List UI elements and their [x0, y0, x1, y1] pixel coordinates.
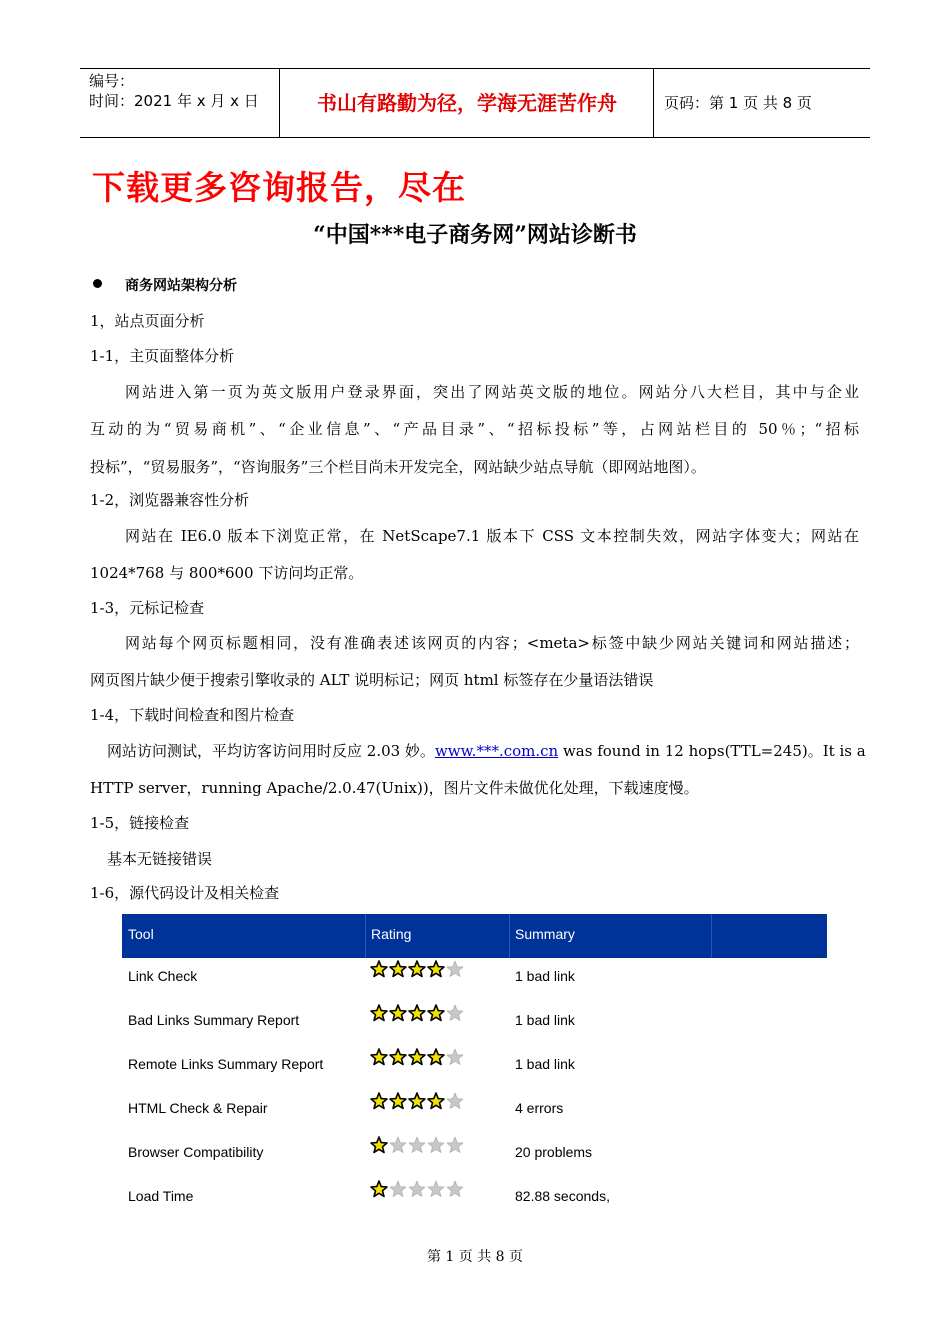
star-filled-icon: [389, 960, 407, 978]
star-filled-icon: [427, 960, 445, 978]
heading-browser-compat: 1-2，浏览器兼容性分析: [90, 491, 250, 509]
paragraph-2-line-2: 1024*768 与 800*600 下访问均正常。: [90, 564, 364, 582]
document-number-label: 编号：: [89, 72, 135, 90]
star-empty-icon: [446, 1092, 464, 1110]
star-filled-icon: [427, 1092, 445, 1110]
star-filled-icon: [370, 1180, 388, 1198]
paragraph-5: 基本无链接错误: [107, 850, 213, 868]
star-empty-icon: [446, 1004, 464, 1022]
document-date-label: 时间：2021 年 x 月 x 日: [89, 92, 259, 110]
table-header: [122, 914, 827, 958]
paragraph-4-text-b: was found in 12 hops(TTL=245)。It is a: [558, 742, 866, 760]
tool-summary: 82.88 seconds,: [515, 1188, 610, 1204]
heading-source-code: 1-6，源代码设计及相关检查: [90, 884, 280, 902]
star-rating: [370, 1180, 465, 1198]
tool-name: Browser Compatibility: [128, 1144, 264, 1160]
heading-link-check: 1-5，链接检查: [90, 814, 190, 832]
star-filled-icon: [408, 960, 426, 978]
header-page-number: 页码：第 1 页 共 8 页: [664, 94, 812, 112]
star-rating: [370, 1092, 465, 1110]
star-filled-icon: [370, 960, 388, 978]
tool-summary: 1 bad link: [515, 1056, 575, 1072]
download-banner: 下载更多咨询报告，尽在: [92, 168, 466, 207]
table-row: [122, 1002, 827, 1046]
tool-summary: 1 bad link: [515, 968, 575, 984]
paragraph-2-line-1: 网站在 IE6.0 版本下浏览正常，在 NetScape7.1 版本下 CSS 文本控制失效，网站字体变大；网站在: [125, 527, 859, 545]
star-empty-icon: [389, 1180, 407, 1198]
paragraph-4-line-1: [107, 741, 866, 761]
section-heading: 商务网站架构分析: [125, 278, 237, 294]
tool-name: Load Time: [128, 1188, 194, 1204]
heading-download-time: 1-4，下载时间检查和图片检查: [90, 706, 295, 724]
paragraph-4-text-a: 网站访问测试，平均访客访问用时反应 2.03 妙。: [107, 742, 435, 760]
header-motto: 书山有路勤为径，学海无涯苦作舟: [281, 69, 654, 137]
star-filled-icon: [370, 1092, 388, 1110]
tool-summary: 1 bad link: [515, 1012, 575, 1028]
star-empty-icon: [427, 1136, 445, 1154]
star-rating: [370, 1048, 465, 1066]
column-header-summary: Summary: [515, 926, 575, 942]
paragraph-3-line-2: 网页图片缺少便于搜索引擎收录的 ALT 说明标记；网页 html 标签存在少量语法错误: [90, 671, 654, 689]
table-row: [122, 1134, 827, 1178]
star-filled-icon: [389, 1048, 407, 1066]
star-empty-icon: [446, 1136, 464, 1154]
star-rating: [370, 960, 465, 978]
star-filled-icon: [370, 1048, 388, 1066]
paragraph-1-line-3: 投标”，“贸易服务”，“咨询服务”三个栏目尚未开发完全，网站缺少站点导航（即网站地图）。: [90, 458, 706, 476]
star-filled-icon: [427, 1004, 445, 1022]
bullet-icon: [93, 279, 102, 288]
results-table: [122, 914, 827, 1222]
star-rating: [370, 1136, 465, 1154]
page-footer: 第 1 页 共 8 页: [426, 1249, 524, 1265]
paragraph-3-line-1: 网站每个网页标题相同，没有准确表述该网页的内容；<meta>标签中缺少网站关键词和网站描述；: [125, 634, 859, 652]
page-header: [80, 68, 870, 138]
star-empty-icon: [427, 1180, 445, 1198]
table-body: [122, 958, 827, 1222]
star-empty-icon: [408, 1180, 426, 1198]
star-filled-icon: [408, 1004, 426, 1022]
document-title: “中国***电子商务网”网站诊断书: [313, 222, 637, 248]
table-row: [122, 958, 827, 1002]
star-empty-icon: [408, 1136, 426, 1154]
tool-name: Link Check: [128, 968, 198, 984]
table-row: [122, 1090, 827, 1134]
site-link[interactable]: www.***.com.cn: [434, 742, 559, 760]
star-empty-icon: [446, 1180, 464, 1198]
star-empty-icon: [446, 960, 464, 978]
heading-homepage-analysis: 1-1，主页面整体分析: [90, 347, 235, 365]
heading-site-page-analysis: 1，站点页面分析: [90, 312, 205, 330]
table-row: [122, 1046, 827, 1090]
star-filled-icon: [389, 1004, 407, 1022]
tool-summary: 4 errors: [515, 1100, 564, 1116]
star-filled-icon: [427, 1048, 445, 1066]
tool-name: Remote Links Summary Report: [128, 1056, 324, 1072]
header-info-cell: [80, 69, 280, 137]
column-header-tool: Tool: [128, 926, 154, 942]
paragraph-4-line-2: HTTP server，running Apache/2.0.47(Unix))，图片文件未做优化处理，下载速度慢。: [90, 779, 699, 797]
tool-name: Bad Links Summary Report: [128, 1012, 300, 1028]
star-empty-icon: [389, 1136, 407, 1154]
star-filled-icon: [389, 1092, 407, 1110]
tool-name: HTML Check & Repair: [128, 1100, 268, 1116]
star-filled-icon: [408, 1092, 426, 1110]
paragraph-1-line-1: 网站进入第一页为英文版用户登录界面，突出了网站英文版的地位。网站分八大栏目，其中与企业: [125, 383, 859, 401]
star-filled-icon: [370, 1136, 388, 1154]
star-filled-icon: [370, 1004, 388, 1022]
heading-meta-check: 1-3，元标记检查: [90, 599, 205, 617]
tool-summary: 20 problems: [515, 1144, 593, 1160]
table-row: [122, 1178, 827, 1222]
star-empty-icon: [446, 1048, 464, 1066]
paragraph-1-line-2: 互动的为“贸易商机”、“企业信息”、“产品目录”、“招标投标”等，占网站栏目的 50％；“招标: [90, 420, 859, 438]
star-rating: [370, 1004, 465, 1022]
column-header-rating: Rating: [371, 926, 412, 942]
star-filled-icon: [408, 1048, 426, 1066]
